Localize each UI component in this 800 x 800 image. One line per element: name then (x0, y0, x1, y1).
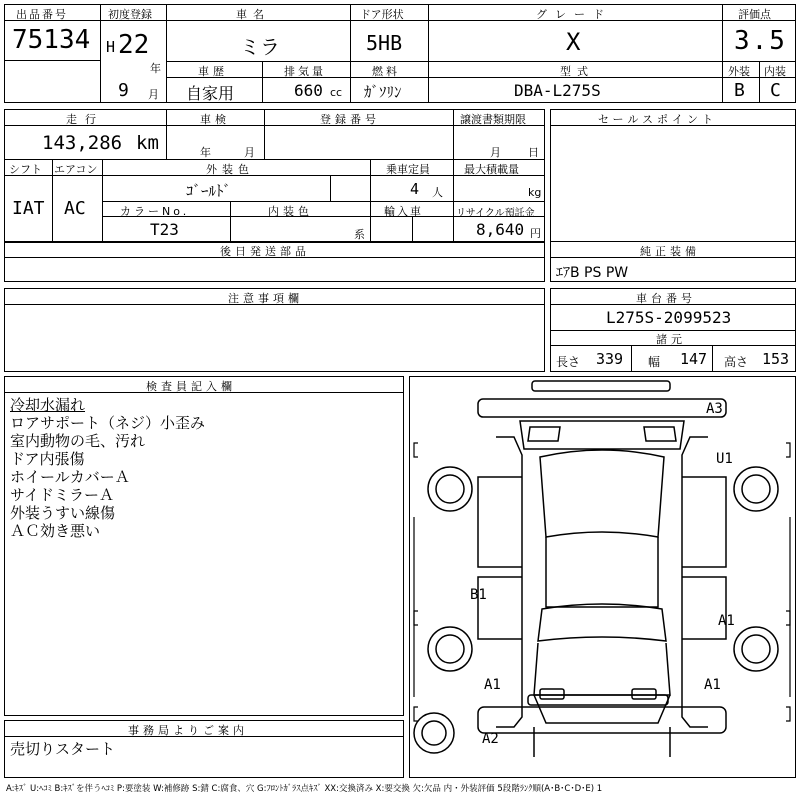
capacity-unit: 人 (432, 186, 443, 199)
ext-label: 外装 (728, 65, 750, 78)
shift: IAT (12, 198, 45, 219)
int-color-label: 内装色 (268, 205, 313, 218)
max-load-label: 最大積載量 (464, 163, 519, 176)
rear-right-wheel (734, 467, 778, 511)
rear-bumper (478, 399, 726, 417)
import-label: 輸入車 (384, 205, 423, 218)
grade: X (566, 28, 581, 56)
recycle-fee: 8,640 (476, 220, 525, 239)
left-side (478, 477, 522, 567)
inspector-line: サイドミラーＡ (10, 486, 114, 504)
color-label: 外装色 (206, 163, 254, 176)
recycle-unit: 円 (530, 227, 541, 240)
transfer-label: 譲渡書類期限 (460, 113, 526, 126)
exterior-color: ｺﾞｰﾙﾄﾞ (186, 182, 232, 200)
car-name: ミラ (240, 35, 280, 59)
inspection-label: 車検 (200, 113, 230, 126)
inspector-line: ホイールカバーＡ (10, 468, 130, 486)
mileage: 143,286 (42, 132, 123, 154)
rear-window (520, 421, 684, 449)
width: 147 (680, 350, 708, 368)
era: H (106, 38, 116, 56)
transfer-day-unit: 日 (528, 146, 539, 159)
length-label: 長さ (556, 355, 581, 369)
load-unit: kg (528, 186, 542, 199)
damage-mark: A1 (484, 677, 501, 693)
fuel-label: 燃料 (372, 65, 400, 78)
damage-mark: A1 (718, 613, 735, 629)
carname-label: 車名 (236, 8, 270, 21)
lot-number: 75134 (12, 25, 91, 55)
history-label: 車歴 (198, 65, 228, 78)
later-parts-label: 後日発送部品 (220, 245, 310, 258)
reg-month: 9 (118, 80, 129, 101)
spare-wheel (414, 713, 454, 753)
score-label: 評価点 (738, 8, 771, 21)
chassis-number: L275S-2099523 (606, 308, 732, 327)
damage-mark: A1 (704, 677, 721, 693)
inspection-month-unit: 月 (244, 146, 255, 159)
chassis-label: 車台番号 (636, 292, 696, 305)
inspector-label: 検査員記入欄 (146, 380, 236, 393)
capacity: 4 (410, 180, 420, 198)
ac-label: エアコン (54, 163, 98, 176)
first-reg-label: 初度登録 (108, 8, 152, 21)
equipment-label: 純正装備 (640, 245, 700, 258)
damage-mark: U1 (716, 451, 733, 467)
model-label: 型式 (560, 65, 594, 78)
car-body (496, 437, 708, 727)
door-shape: 5HB (366, 31, 403, 55)
right-side (682, 477, 726, 567)
front-left-wheel (428, 627, 472, 671)
inspector-line: 室内動物の毛、汚れ (10, 432, 146, 450)
length: 339 (596, 350, 624, 368)
front-right-wheel (734, 627, 778, 671)
int-grade: C (770, 80, 781, 101)
inspector-line: ＡＣ効き悪い (10, 522, 101, 540)
cc-label: 排気量 (284, 65, 326, 78)
dims-label: 諸元 (656, 333, 686, 346)
year-unit: 年 (150, 62, 161, 75)
damage-diagram (409, 376, 796, 778)
sales-point-label: セールスポイント (598, 113, 718, 126)
transfer-month-unit: 月 (490, 146, 501, 159)
month-unit: 月 (148, 88, 159, 101)
lot-label: 出品番号 (16, 8, 68, 21)
recycle-label: リサイクル預託金 (456, 208, 535, 219)
int-color-unit: 系 (354, 228, 365, 241)
colorno-label: カラーNo. (120, 205, 190, 218)
inspector-line: ドア内張傷 (10, 450, 85, 468)
rear-roof-bar (532, 381, 670, 391)
car-outline-diagram (410, 377, 795, 777)
damage-mark: A2 (482, 731, 499, 747)
capacity-label: 乗車定員 (386, 163, 430, 176)
inspector-line: ロアサポート（ネジ）小歪み (10, 414, 206, 432)
width-label: 幅 (648, 355, 661, 369)
equipment: ｴｱB PS PW (556, 265, 629, 281)
rear-left-wheel (428, 467, 472, 511)
mileage-unit: km (136, 132, 159, 154)
notes-label: 注意事項欄 (228, 292, 303, 305)
office-label: 事務局よりご案内 (128, 724, 248, 737)
office-text: 売切りスタート (10, 740, 116, 758)
aircon: AC (64, 198, 86, 219)
inspector-notes (10, 396, 205, 540)
ext-grade: B (734, 80, 745, 101)
mileage-label: 走行 (66, 113, 104, 126)
front-bumper (478, 707, 726, 733)
color-number: T23 (150, 220, 179, 239)
reg-year: 22 (118, 30, 150, 60)
height-label: 高さ (724, 355, 749, 369)
reg-number-label: 登録番号 (320, 113, 380, 126)
displacement: 660 (294, 81, 323, 100)
damage-mark: B1 (470, 587, 487, 603)
inspector-line: 外装うすい線傷 (10, 504, 116, 522)
legend: A:ｷｽﾞ U:ﾍｺﾐ B:ｷｽﾞを伴うﾍｺﾐ P:要塗装 W:補修跡 S:錆 C:腐食、穴 G:ﾌﾛﾝﾄｶﾞﾗｽ点ｷｽﾞ XX:交換済み X:要交換 欠:欠品 内・外装評価 5段階ﾗﾝｸ順(A･B･C･D･E) 1 (6, 784, 603, 794)
height: 153 (762, 350, 790, 368)
inspector-line: 冷却水漏れ (10, 396, 86, 414)
inspection-year-unit: 年 (200, 146, 211, 159)
door-label: ドア形状 (360, 8, 404, 21)
int-label: 内装 (764, 65, 786, 78)
damage-mark: A3 (706, 401, 723, 417)
car-history: 自家用 (186, 84, 235, 103)
cc-unit: cc (330, 86, 343, 99)
shift-label: シフト (9, 163, 42, 176)
front-bumper-lower (528, 695, 668, 705)
model-code: DBA-L275S (514, 81, 601, 100)
grade-label: グレード (536, 8, 612, 21)
fuel: ｶﾞｿﾘﾝ (364, 83, 402, 101)
score: 3.5 (734, 26, 787, 56)
